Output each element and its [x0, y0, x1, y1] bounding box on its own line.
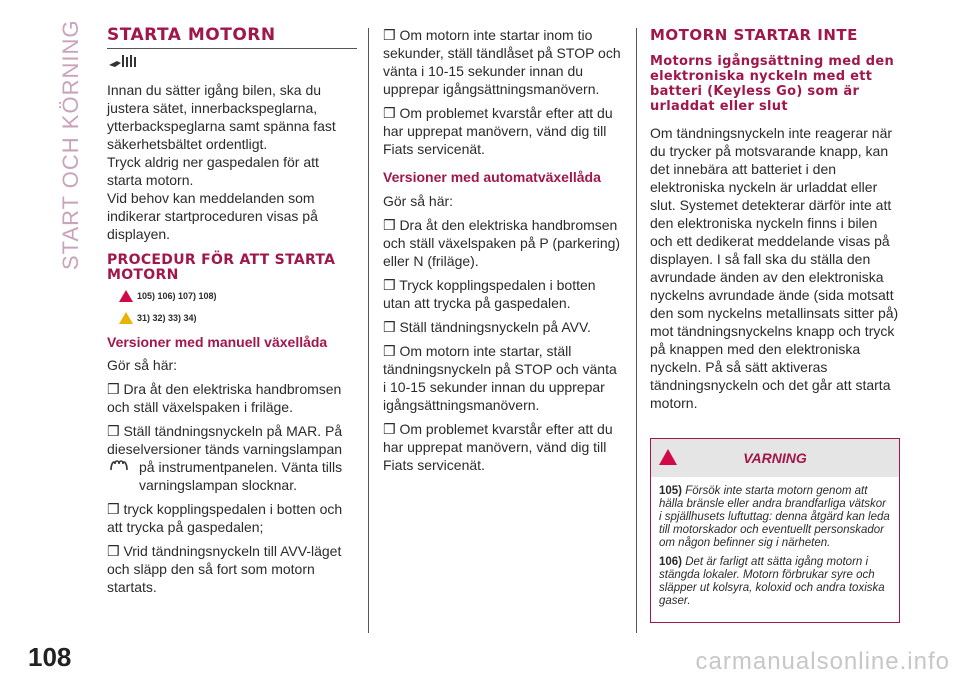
- do-this: Gör så här:: [383, 193, 454, 209]
- warning-triangle-icon: [119, 290, 133, 302]
- column-3: [650, 26, 900, 623]
- warning-triangle-icon: [659, 449, 677, 465]
- step: ❒ Om motorn inte startar, ställ tändningsnyckeln på STOP och vänta i 10-15 sekunder innan du upprepar igångsättningsmanövern.: [383, 343, 617, 413]
- column-1: [107, 26, 357, 602]
- watermark: carmanualsonline.info: [695, 648, 950, 675]
- step: ❒ Om problemet kvarstår efter att du har upprepat manövern, vänd dig till Fiats servicenät.: [383, 421, 613, 473]
- warning-body: [651, 477, 899, 622]
- intro-paragraph: Vid behov kan meddelanden som indikerar startproceduren visas på displayen.: [107, 190, 318, 242]
- step: ❒ tryck kopplingspedalen i botten och att trycka på gaspedalen;: [107, 501, 343, 535]
- column-divider: [636, 28, 637, 633]
- paragraph: ❒ Om motorn inte startar inom tio sekunder, ställ tändlåset på STOP och vänta i 10-15 sekunder innan du upprepar igångsättningsmanövern.: [383, 27, 621, 97]
- warning-item: 106) Det är farligt att sätta igång motorn i stängda lokaler. Motorn förbrukar syre och släpper ut kolsyra, koloxid och andra toxiska gaser.: [659, 556, 885, 607]
- caution-triangle-icon: [119, 312, 133, 324]
- manual-heading: Versioner med manuell växellåda: [107, 334, 328, 350]
- step: på instrumentpanelen. Vänta tills varningslampan slocknar.: [107, 458, 357, 494]
- intro-paragraph: Tryck aldrig ner gaspedalen för att starta motorn.: [107, 154, 319, 188]
- body-paragraph: Om tändningsnyckeln inte reagerar när du trycker på motsvarande knapp, kan det innebära att batteriet i den elektroniska nyckeln är urladdat eller slut. Systemet detekterar därför inte att den elektroniska nyckeln finns i bilen och ett dedikerat meddelande visas på displayen. I så fall ska du ställa den avrundade änden av den elektroniska nyckelns avrundade ände (sida motsatt den som nyckelns metallinsats sitter på) mot tändningsnyckelns knapp och tryck på knappen med den elektroniska nyckeln. På så sätt aktiveras tändningsnyckeln och det går att starta motorn.: [650, 125, 899, 411]
- warning-box: [650, 438, 900, 623]
- column-2: [383, 26, 623, 480]
- step: ❒ Dra åt den elektriska handbromsen och ställ växelspaken på P (parkering) eller N (friläge).: [383, 217, 621, 269]
- caution-refs: 31) 32) 33) 34): [119, 309, 357, 327]
- step: ❒ Tryck kopplingspedalen i botten utan att trycka på gaspedalen.: [383, 277, 596, 311]
- column-divider: [368, 28, 369, 633]
- step: ❒ Ställ tändningsnyckeln på AVV.: [383, 319, 591, 335]
- warning-header: [651, 439, 899, 477]
- warning-item: 105) Försök inte starta motorn genom att hälla bränsle eller andra brandfarliga vätskor i spjällhusets luftuttag: denna åtgärd kan leda till motorskador och eventuellt personskador om någon befinner sig i närheten.: [659, 485, 890, 549]
- section-heading: STARTA MOTORN: [107, 26, 357, 49]
- step: ❒ Vrid tändningsnyckeln till AVV-läget och släpp den så fort som motorn startats.: [107, 543, 342, 595]
- paragraph: ❒ Om problemet kvarstår efter att du har upprepat manövern, vänd dig till Fiats servicenät.: [383, 105, 613, 157]
- warning-refs: 105) 106) 107) 108): [119, 287, 357, 305]
- page-number: 108: [28, 642, 72, 672]
- step: ❒ Dra åt den elektriska handbromsen och ställ växelspaken i friläge.: [107, 381, 342, 415]
- auto-heading: Versioner med automatväxellåda: [383, 169, 601, 185]
- section-heading: MOTORN STARTAR INTE: [650, 26, 858, 44]
- subsection-heading: PROCEDUR FÖR ATT STARTA MOTORN: [107, 252, 336, 283]
- warning-title: VARNING: [743, 450, 807, 466]
- step: ❒ Ställ tändningsnyckeln på MAR. På dieselversioner tänds varningslampan: [107, 423, 343, 457]
- intro-paragraph: Innan du sätter igång bilen, ska du justera sätet, innerbackspeglarna, ytterbackspeglarna samt spänna fast säkerhetsbältet ordentligt.: [107, 82, 336, 152]
- glow-plug-icon: [107, 458, 135, 494]
- do-this: Gör så här:: [107, 357, 178, 373]
- sidebar-section-title: START OCH KÖRNING: [58, 19, 83, 270]
- subsection-heading: Motorns igångsättning med den elektroniska nyckeln med ett batteri (Keyless Go) som är urladdat eller slut: [650, 54, 895, 114]
- key-start-icon: [107, 53, 357, 73]
